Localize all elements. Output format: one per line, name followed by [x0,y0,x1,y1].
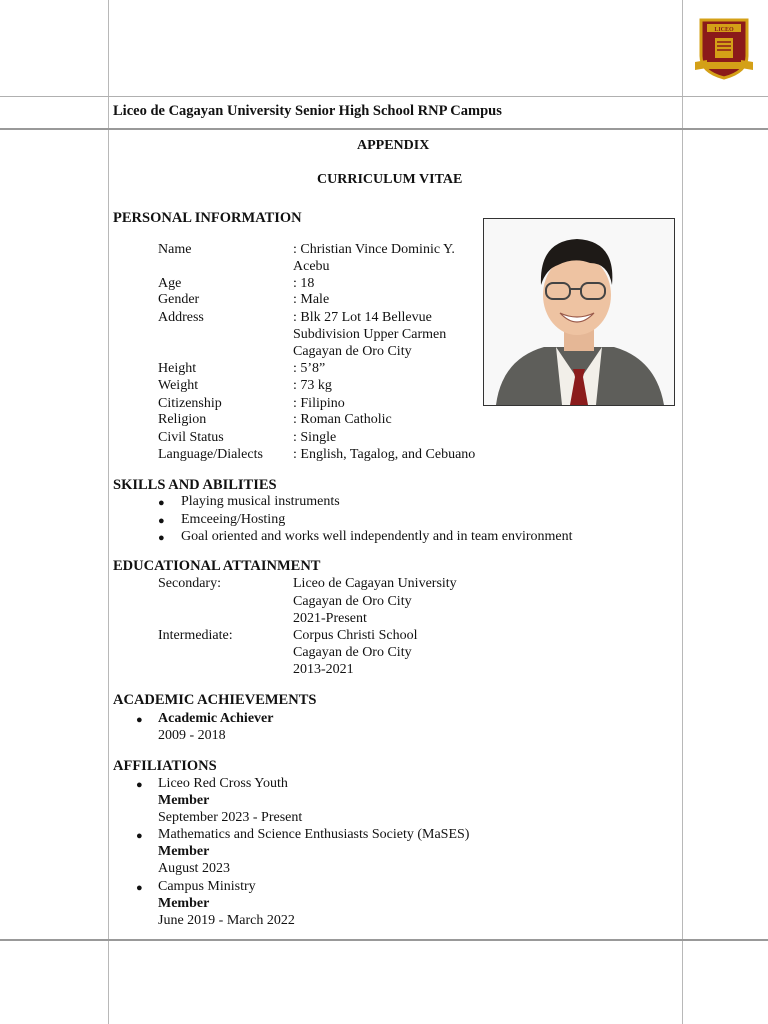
university-seal-icon [693,16,755,80]
footer-rule [0,939,768,941]
bullet-icon: ● [136,714,143,726]
skill-item: Goal oriented and works well independently and in team environment [181,529,573,544]
intermediate-city: Cagayan de Oro City [293,645,412,660]
weight-label: Weight [158,378,199,393]
bullet-icon: ● [136,779,143,791]
secondary-city: Cagayan de Oro City [293,594,412,609]
citizenship-value: : Filipino [293,396,345,411]
bullet-icon: ● [158,532,165,544]
affiliation-org: Mathematics and Science Enthusiasts Society (MaSES) [158,827,470,842]
address-value-line2: Subdivision Upper Carmen [293,327,447,342]
school-name: Liceo de Cagayan University Senior High School RNP Campus [113,103,502,119]
education-heading: EDUCATIONAL ATTAINMENT [113,558,321,574]
affiliation-period: September 2023 - Present [158,810,303,825]
cv-title: CURRICULUM VITAE [317,172,463,187]
skills-heading: SKILLS AND ABILITIES [113,477,277,493]
achievements-heading: ACADEMIC ACHIEVEMENTS [113,692,317,708]
affiliation-org: Campus Ministry [158,879,256,894]
secondary-years: 2021-Present [293,611,367,626]
citizenship-label: Citizenship [158,396,222,411]
language-value: : English, Tagalog, and Cebuano [293,447,476,462]
personal-info-heading: PERSONAL INFORMATION [113,210,302,226]
bullet-icon: ● [136,882,143,894]
civil-status-value: : Single [293,430,337,445]
address-value: : Blk 27 Lot 14 Bellevue [293,310,432,325]
religion-value: : Roman Catholic [293,412,392,427]
affiliation-role: Member [158,844,210,859]
affiliation-period: August 2023 [158,861,230,876]
appendix-title: APPENDIX [357,138,430,153]
achievement-years: 2009 - 2018 [158,728,226,743]
achievement-title: Academic Achiever [158,711,274,726]
affiliation-role: Member [158,896,210,911]
right-margin-line [682,0,683,1024]
civil-status-label: Civil Status [158,430,224,445]
skill-item: Emceeing/Hosting [181,512,286,527]
bullet-icon: ● [158,497,165,509]
height-label: Height [158,361,197,376]
intermediate-school: Corpus Christi School [293,628,418,643]
religion-label: Religion [158,412,207,427]
header-bottom-rule [0,128,768,130]
gender-value: : Male [293,292,330,307]
language-label: Language/Dialects [158,447,263,462]
bullet-icon: ● [158,515,165,527]
skill-item: Playing musical instruments [181,494,340,509]
header-top-rule [0,96,768,97]
name-value-cont: Acebu [293,259,330,274]
address-label: Address [158,310,204,325]
secondary-school: Liceo de Cagayan University [293,576,457,591]
affiliation-role: Member [158,793,210,808]
intermediate-years: 2013-2021 [293,662,354,677]
person-portrait-icon [484,219,674,405]
affiliation-period: June 2019 - March 2022 [158,913,295,928]
seal-text: LICEO [714,27,734,33]
gender-label: Gender [158,292,200,307]
age-value: : 18 [293,276,315,291]
age-label: Age [158,276,182,291]
secondary-label: Secondary: [158,576,221,591]
weight-value: : 73 kg [293,378,332,393]
name-value: : Christian Vince Dominic Y. [293,242,455,257]
address-value-line3: Cagayan de Oro City [293,344,412,359]
name-label: Name [158,242,192,257]
height-value: : 5’8” [293,361,326,376]
profile-photo [483,218,675,406]
left-margin-line [108,0,109,1024]
affiliation-org: Liceo Red Cross Youth [158,776,288,791]
affiliations-heading: AFFILIATIONS [113,758,217,774]
intermediate-label: Intermediate: [158,628,233,643]
bullet-icon: ● [136,830,143,842]
